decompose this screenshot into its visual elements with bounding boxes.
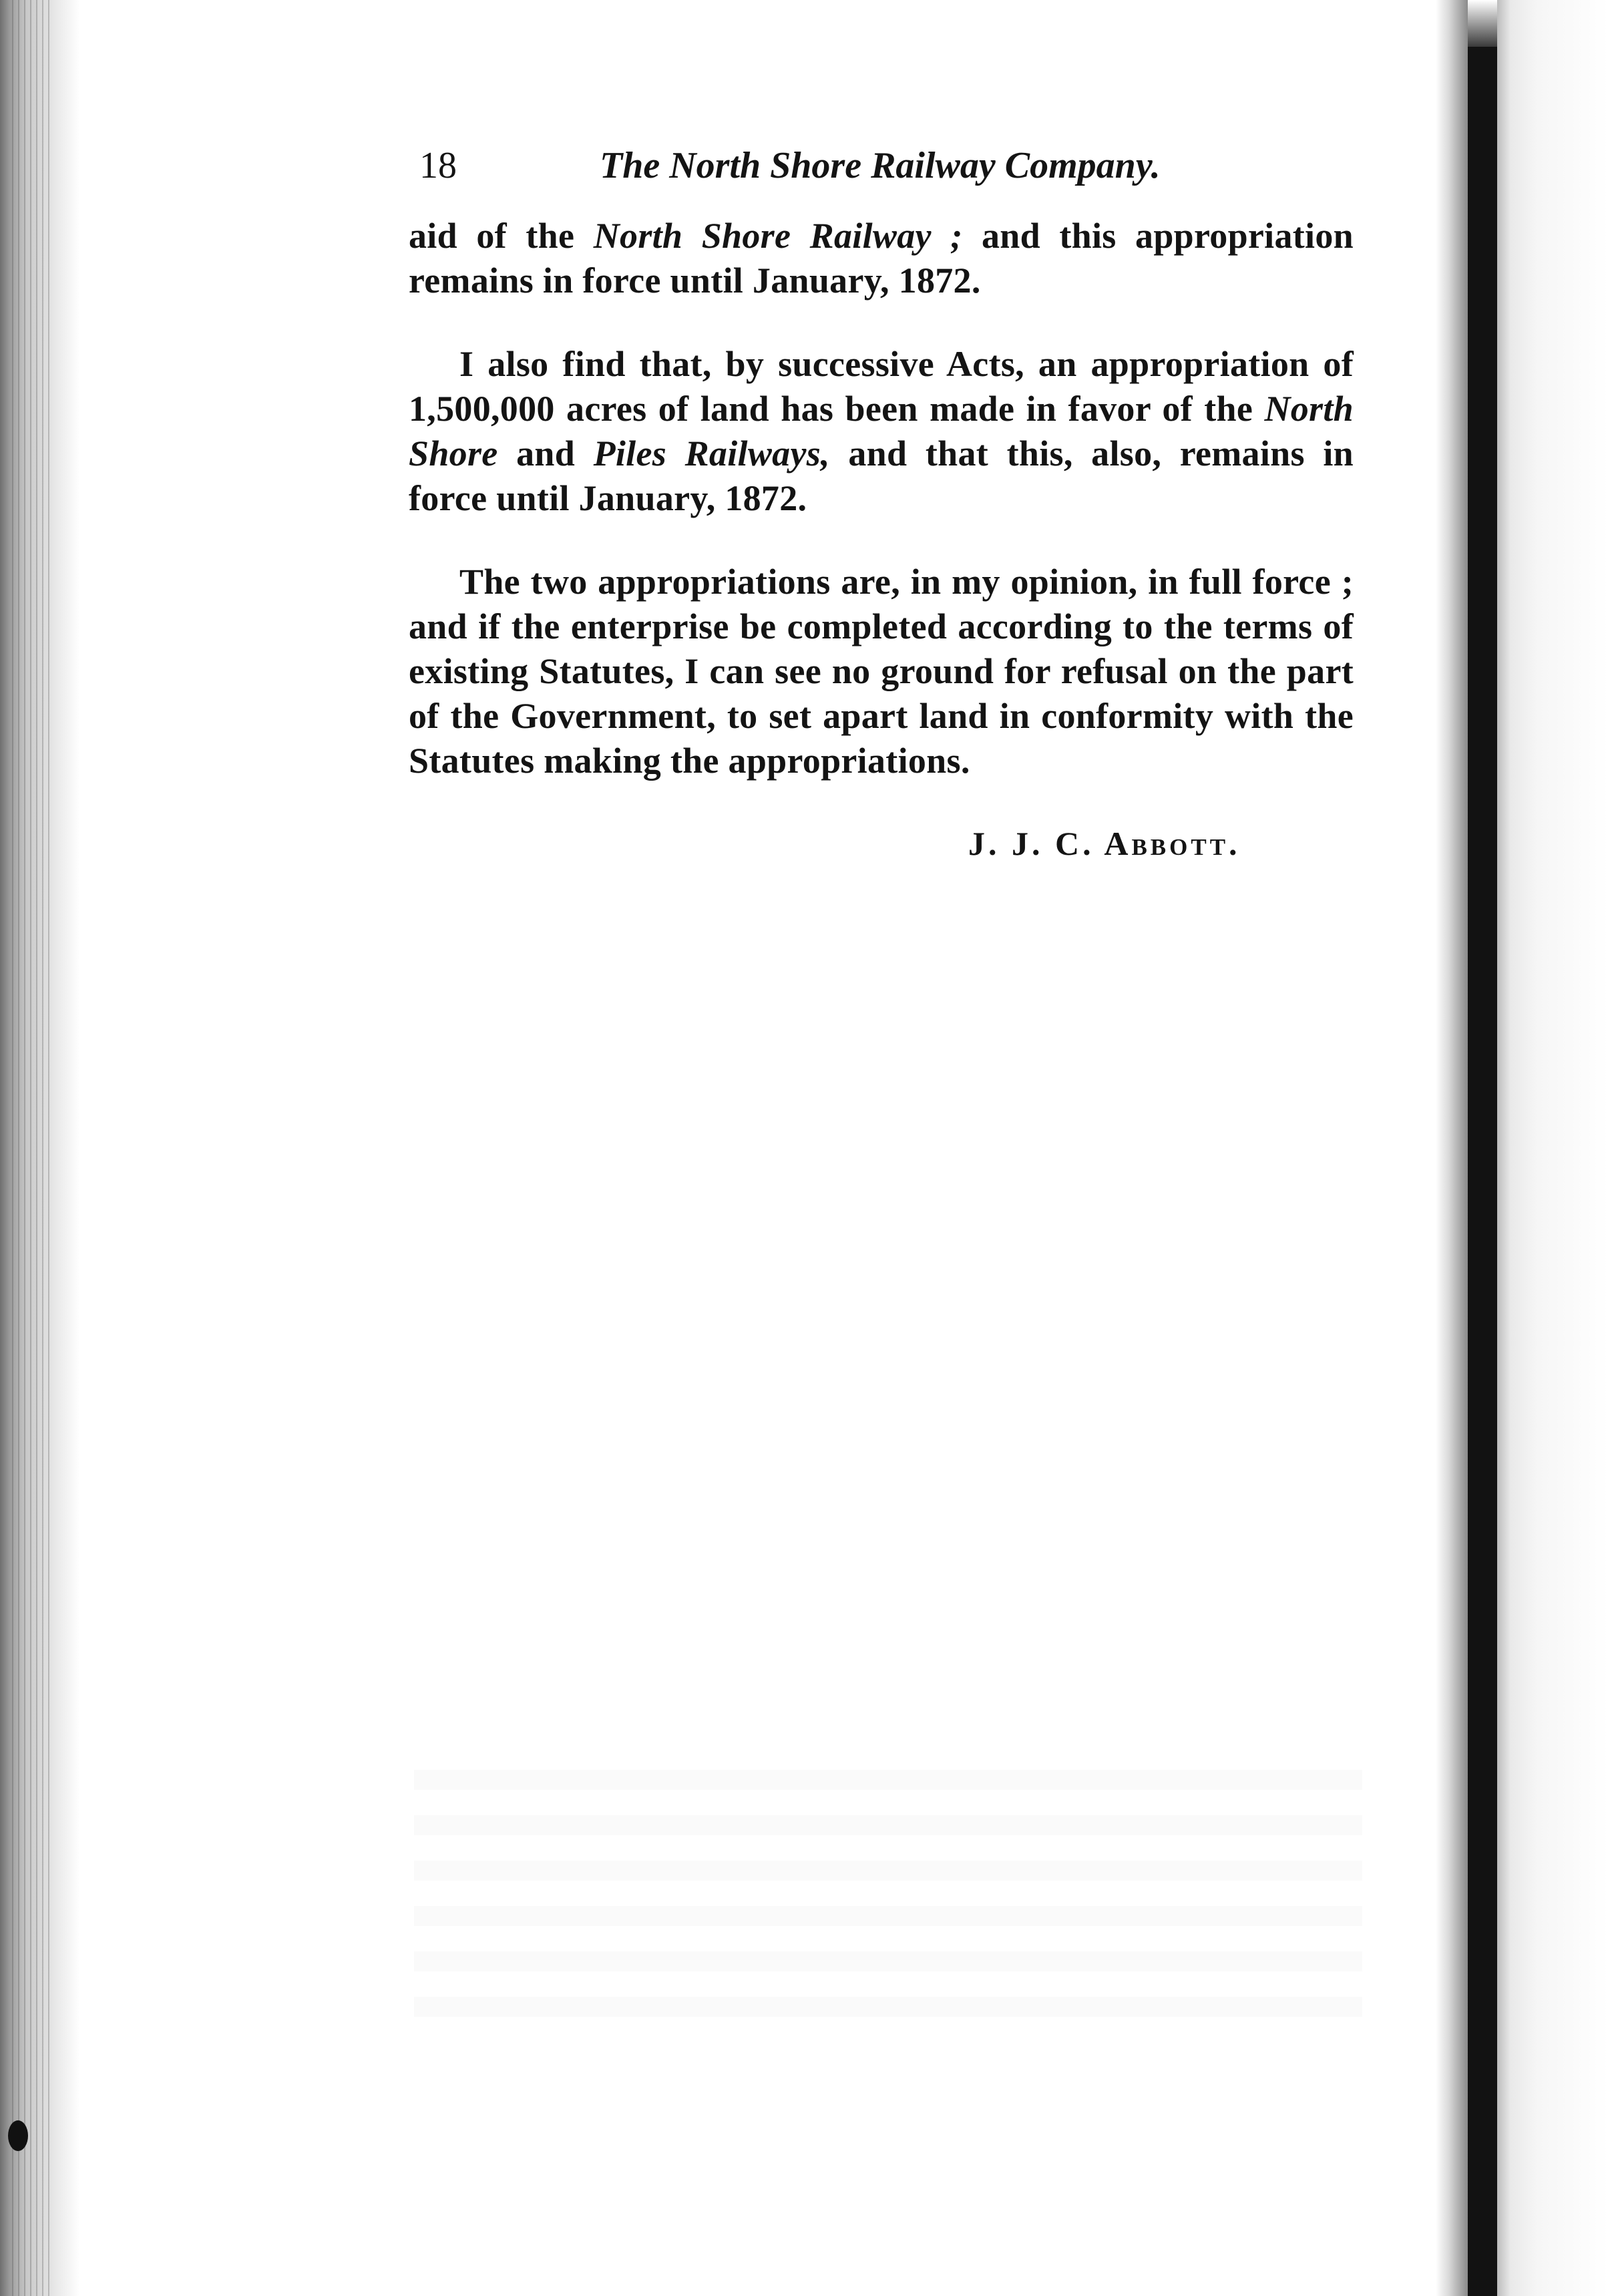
running-head: The North Shore Railway Company. bbox=[600, 145, 1161, 186]
paragraph-2 bbox=[409, 342, 1354, 521]
page-number: 18 bbox=[419, 145, 457, 186]
scan-gutter-shadow bbox=[1436, 0, 1468, 2296]
scan-binding-top bbox=[1468, 0, 1497, 47]
text-run-italic: North Shore bbox=[409, 389, 1354, 473]
text-run: and that this, also, remains in force until January, 1872. bbox=[409, 433, 1354, 518]
ink-spot bbox=[8, 2120, 28, 2151]
signature: J. J. C. Abbott. bbox=[968, 825, 1241, 862]
text-run: and this appropriation remains in force until January, 1872. bbox=[409, 216, 1354, 301]
scan-next-page-edge bbox=[1497, 0, 1608, 2296]
page-header bbox=[419, 139, 1207, 192]
scan-binding-edge bbox=[1468, 47, 1497, 2296]
text-run: and bbox=[497, 433, 594, 473]
text-run: aid of the bbox=[409, 216, 594, 256]
document-body bbox=[409, 214, 1354, 822]
text-run-italic: North Shore Railway ; bbox=[593, 216, 963, 256]
scan-page-edges bbox=[12, 0, 52, 2296]
text-run-italic: Piles Railways, bbox=[593, 433, 830, 473]
text-run: The two appropriations are, in my opinion, in full force ; and if the enterprise be completed according to the terms of existing Statutes, I can see no ground for refusal on the part of the Government, to set apart land in conformity with the Statutes making the appropriations. bbox=[409, 562, 1354, 781]
text-run: I also find that, by successive Acts, an appropriation of 1,500,000 acres of land has been made in favor of the bbox=[409, 344, 1354, 429]
show-through-bleed bbox=[414, 1770, 1362, 2024]
paragraph-3 bbox=[409, 560, 1354, 783]
paragraph-1 bbox=[409, 214, 1354, 303]
